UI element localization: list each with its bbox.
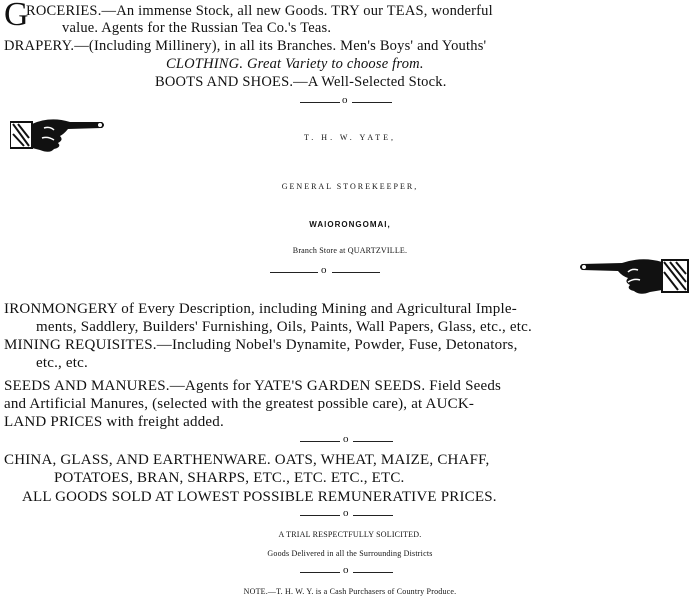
separator-mark: o (342, 94, 348, 106)
drop-cap-g: G (4, 0, 29, 33)
seeds-line-3: LAND PRICES with freight added. (4, 414, 224, 430)
separator (0, 435, 700, 447)
mining-line-2: etc., etc. (36, 355, 88, 371)
lowest-prices-line: ALL GOODS SOLD AT LOWEST POSSIBLE REMUNERATIVE PRICES. (22, 489, 497, 505)
separator (0, 566, 700, 578)
drapery-line-1: DRAPERY.—(Including Millinery), in all its Branches. Men's Boys' and Youths' (4, 38, 487, 54)
ironmongery-line-2: ments, Saddlery, Builders' Furnishing, Oils, Paints, Wall Papers, Glass, etc., etc. (36, 319, 532, 335)
separator-mark: o (321, 264, 327, 276)
separator (0, 96, 700, 108)
seeds-line-1: SEEDS AND MANURES.—Agents for YATE'S GARDEN SEEDS. Field Seeds (4, 378, 502, 394)
ironmongery-line-1: IRONMONGERY of Every Description, including Mining and Agricultural Imple- (4, 301, 517, 317)
separator-mark: o (343, 433, 349, 445)
separator (0, 509, 700, 521)
separator-mark: o (343, 507, 349, 519)
branch-store: Branch Store at QUARTZVILLE. (292, 246, 408, 255)
mining-line-1: MINING REQUISITES.—Including Nobel's Dynamite, Powder, Fuse, Detonators, (4, 337, 518, 353)
china-line-2: POTATOES, BRAN, SHARPS, ETC., ETC. ETC., ETC. (54, 470, 405, 486)
groceries-line-1: ROCERIES.—An immense Stock, all new Goods. TRY our TEAS, wonderful (26, 3, 493, 19)
separator-mark: o (343, 564, 349, 576)
boots-line: BOOTS AND SHOES.—A Well-Selected Stock. (155, 74, 447, 90)
merchant-town: WAIORONGOMAI, (309, 220, 391, 229)
merchant-name: T. H. W. YATE, (304, 133, 396, 142)
groceries-line-2: value. Agents for the Russian Tea Co.'s Teas. (62, 20, 332, 36)
merchant-trade: GENERAL STOREKEEPER, (281, 182, 419, 191)
china-line-1: CHINA, GLASS, AND EARTHENWARE. OATS, WHEAT, MAIZE, CHAFF, (4, 452, 490, 468)
drapery-line-2: CLOTHING. Great Variety to choose from. (166, 56, 424, 72)
pointing-hand-left-icon (578, 252, 690, 300)
note-line: NOTE.—T. H. W. Y. is a Cash Purchasers of Country Produce. (243, 587, 457, 596)
delivered-line: Goods Delivered in all the Surrounding Districts (267, 549, 433, 558)
seeds-line-2: and Artificial Manures, (selected with the greatest possible care), at AUCK- (4, 396, 475, 412)
trial-line: A TRIAL RESPECTFULLY SOLICITED. (278, 530, 422, 539)
